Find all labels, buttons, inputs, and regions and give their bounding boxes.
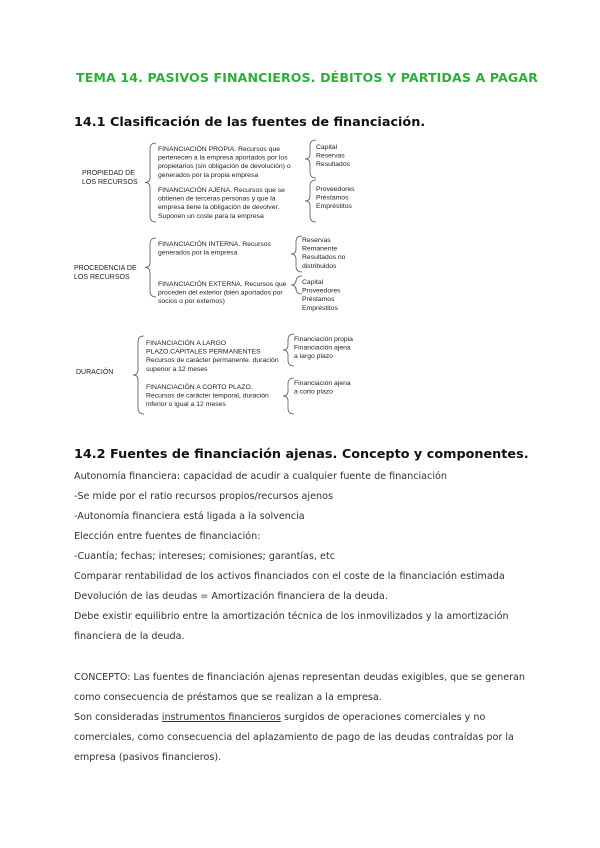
text-line: Elección entre fuentes de financiación: xyxy=(74,531,261,542)
group-label: PROCEDENCIA DE xyxy=(74,265,137,272)
concept-text-before: Son consideradas xyxy=(74,712,162,723)
outcome-brace xyxy=(283,378,294,414)
outcome-brace xyxy=(305,180,316,222)
text-line: -Autonomía financiera está ligada a la solvencia xyxy=(74,511,305,522)
category-description: socios o por externos) xyxy=(158,298,225,306)
outcome-item: Financiación propia xyxy=(294,336,353,343)
outcome-item: Capital xyxy=(316,144,338,151)
category-description: PLAZO.CAPITALES PERMANENTES xyxy=(146,348,261,356)
section-2-heading: 14.2 Fuentes de financiación ajenas. Concepto y componentes. xyxy=(74,447,529,462)
category-description: FINANCIACIÓN AJENA. Recursos que se xyxy=(158,187,285,194)
category-description: obtienen de terceras personas y que la xyxy=(158,195,276,203)
outcome-item: Reservas xyxy=(316,152,345,160)
outcome-item: Remanente xyxy=(302,245,338,253)
concept-text-after: surgidos de operaciones comerciales y no comerciales, como consecuencia del aplazamiento de pago de las deudas contraídas por la empresa (pasivos financieros). xyxy=(74,712,514,763)
text-line: Autonomía financiera: capacidad de acudir a cualquier fuente de financiación xyxy=(74,471,447,482)
outcome-brace xyxy=(291,276,302,294)
category-description: inferior o igual a 12 meses xyxy=(146,401,226,409)
outcome-item: Capital xyxy=(302,279,324,286)
group-label: LOS RECURSOS xyxy=(82,179,138,186)
text-line: -Se mide por el ratio recursos propios/recursos ajenos xyxy=(74,491,333,502)
text-line: Comparar rentabilidad de los activos financiados con el coste de la financiación estimada xyxy=(74,571,505,582)
group-label: PROPIEDAD DE xyxy=(82,170,135,177)
section-2-lines xyxy=(74,467,534,647)
outcome-item: Proveedores xyxy=(302,287,341,295)
text-line: -Cuantía; fechas; intereses; comisiones; garantías, etc xyxy=(74,551,335,562)
outcome-item: Financiación ajena xyxy=(294,344,351,352)
instrumentos-financieros-link[interactable]: instrumentos financieros xyxy=(161,712,281,723)
category-description: FINANCIACIÓN INTERNA. Recursos xyxy=(158,241,271,248)
outcome-item: Proveedores xyxy=(316,186,355,193)
outcome-item: a corto plazo xyxy=(294,388,333,396)
group-label: DURACIÓN xyxy=(76,369,114,376)
text-line: Devolución de las deudas = Amortización financiera de la deuda. xyxy=(74,591,388,602)
category-description: generados por la propia empresa xyxy=(158,171,259,179)
category-description: generados por la empresa xyxy=(158,249,238,257)
outcome-brace xyxy=(283,334,294,366)
category-description: proceden del exterior (bien aportados por xyxy=(158,289,283,297)
outcome-item: Empréstitos xyxy=(316,203,352,211)
outcome-item: Empréstitos xyxy=(302,304,338,312)
category-description: empresa tiene la obligación de devolver. xyxy=(158,204,280,212)
section-1-heading: 14.1 Clasificación de las fuentes de financiación. xyxy=(74,115,426,130)
outcome-item: Préstamos xyxy=(316,194,349,202)
category-description: Suponen un coste para la empresa xyxy=(158,212,264,220)
outcome-item: Resultados xyxy=(316,161,351,169)
outcome-item: Préstamos xyxy=(302,296,335,304)
outcome-brace xyxy=(291,236,302,272)
category-description: pertenecen a la empresa aportados por los xyxy=(158,154,288,162)
category-description: propietarios (sin obligación de devolución) o xyxy=(158,163,291,171)
category-description: FINANCIACIÓN A LARGO xyxy=(146,340,227,347)
document-title: TEMA 14. PASIVOS FINANCIEROS. DÉBITOS Y PARTIDAS A PAGAR xyxy=(76,70,538,85)
text-line: Debe existir equilibrio entre la amortización técnica de los inmovilizados y la amortización financiera de la deuda. xyxy=(74,611,509,642)
category-description: Recursos de carácter temporal, duración xyxy=(146,392,269,400)
outcome-item: Resultados no xyxy=(302,254,346,262)
outcome-item: distribuidos xyxy=(302,262,337,270)
group-brace xyxy=(145,143,156,222)
concept-text: CONCEPTO: Las fuentes de financiación ajenas representan deudas exigibles, que se generan como consecuencia de préstamos que se realizan a la empresa. xyxy=(74,672,525,703)
group-label: LOS RECURSOS xyxy=(74,274,130,281)
concept-text-2 xyxy=(74,708,534,768)
group-brace xyxy=(145,238,156,297)
outcome-item: Reservas xyxy=(302,237,331,244)
outcome-brace xyxy=(305,140,316,178)
category-description: Recursos de carácter permanente. duración xyxy=(146,357,279,365)
category-description: FINANCIACIÓN PROPIA. Recursos que xyxy=(158,146,280,153)
outcome-item: a largo plazo xyxy=(294,353,333,361)
category-description: FINANCIACIÓN A CORTO PLAZO. xyxy=(146,384,253,391)
category-description: superior a 12 meses xyxy=(146,365,208,373)
concept-paragraph xyxy=(74,668,534,768)
category-description: FINANCIACIÓN EXTERNA. Recursos que xyxy=(158,281,287,288)
outcome-item: Financiación ajena xyxy=(294,380,351,387)
group-brace xyxy=(133,336,144,414)
